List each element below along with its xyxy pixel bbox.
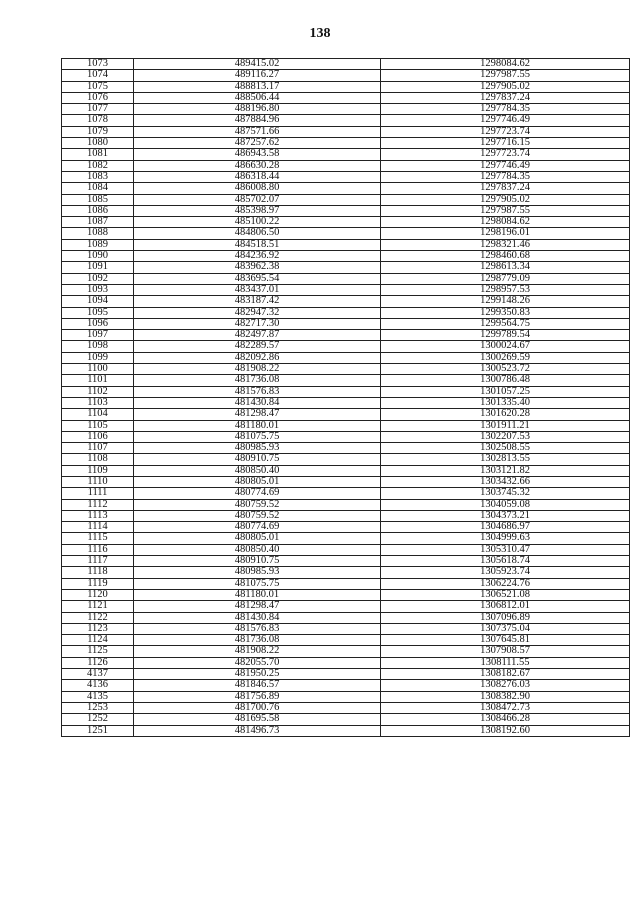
page-number: 138 [309,26,331,41]
x-coordinate-cell: 485100.22 [134,217,381,228]
table-row [62,612,630,623]
table-row [62,522,630,533]
point-number-cell: 1074 [62,70,134,81]
y-coordinate-cell: 1297784.35 [381,104,630,115]
point-number-cell: 1115 [62,533,134,544]
y-coordinate-cell: 1307645.81 [381,635,630,646]
y-coordinate-cell: 1301335.40 [381,397,630,408]
point-number-cell: 1084 [62,183,134,194]
x-coordinate-cell: 481496.73 [134,725,381,736]
table-row [62,115,630,126]
y-coordinate-cell: 1304059.08 [381,499,630,510]
table-row [62,646,630,657]
x-coordinate-cell: 483437.01 [134,284,381,295]
point-number-cell: 1098 [62,341,134,352]
x-coordinate-cell: 481576.83 [134,386,381,397]
point-number-cell: 1105 [62,420,134,431]
x-coordinate-cell: 481736.08 [134,635,381,646]
x-coordinate-cell: 482289.57 [134,341,381,352]
y-coordinate-cell: 1308276.03 [381,680,630,691]
x-coordinate-cell: 481298.47 [134,601,381,612]
table-row [62,375,630,386]
x-coordinate-cell: 486630.28 [134,160,381,171]
x-coordinate-cell: 483187.42 [134,296,381,307]
table-row [62,714,630,725]
table-row [62,488,630,499]
point-number-cell: 1109 [62,465,134,476]
point-number-cell: 1123 [62,623,134,634]
table-row [62,205,630,216]
y-coordinate-cell: 1306812.01 [381,601,630,612]
y-coordinate-cell: 1297987.55 [381,70,630,81]
x-coordinate-cell: 485702.07 [134,194,381,205]
x-coordinate-cell: 484518.51 [134,239,381,250]
x-coordinate-cell: 480985.93 [134,443,381,454]
x-coordinate-cell: 489415.02 [134,59,381,70]
x-coordinate-cell: 481950.25 [134,669,381,680]
point-number-cell: 1252 [62,714,134,725]
point-number-cell: 1082 [62,160,134,171]
x-coordinate-cell: 481576.83 [134,623,381,634]
x-coordinate-cell: 484806.50 [134,228,381,239]
point-number-cell: 1077 [62,104,134,115]
coordinates-table [61,58,630,737]
x-coordinate-cell: 481846.57 [134,680,381,691]
y-coordinate-cell: 1298779.09 [381,273,630,284]
y-coordinate-cell: 1297784.35 [381,171,630,182]
point-number-cell: 1106 [62,431,134,442]
point-number-cell: 1094 [62,296,134,307]
y-coordinate-cell: 1299564.75 [381,318,630,329]
x-coordinate-cell: 483695.54 [134,273,381,284]
table-row [62,454,630,465]
table-row [62,556,630,567]
x-coordinate-cell: 481908.22 [134,364,381,375]
point-number-cell: 1102 [62,386,134,397]
table-row [62,171,630,182]
point-number-cell: 1126 [62,657,134,668]
x-coordinate-cell: 481695.58 [134,714,381,725]
point-number-cell: 1113 [62,510,134,521]
table-row [62,420,630,431]
y-coordinate-cell: 1298613.34 [381,262,630,273]
x-coordinate-cell: 486943.58 [134,149,381,160]
point-number-cell: 1110 [62,476,134,487]
table-row [62,409,630,420]
y-coordinate-cell: 1305923.74 [381,567,630,578]
table-row [62,589,630,600]
x-coordinate-cell: 481180.01 [134,420,381,431]
point-number-cell: 1251 [62,725,134,736]
point-number-cell: 1078 [62,115,134,126]
table-row [62,669,630,680]
y-coordinate-cell: 1302207.53 [381,431,630,442]
table-row [62,499,630,510]
y-coordinate-cell: 1297905.02 [381,81,630,92]
table-row [62,149,630,160]
y-coordinate-cell: 1300786.48 [381,375,630,386]
x-coordinate-cell: 482947.32 [134,307,381,318]
y-coordinate-cell: 1297723.74 [381,126,630,137]
point-number-cell: 1112 [62,499,134,510]
table-row [62,476,630,487]
y-coordinate-cell: 1308182.67 [381,669,630,680]
point-number-cell: 1099 [62,352,134,363]
table-row [62,239,630,250]
point-number-cell: 1096 [62,318,134,329]
point-number-cell: 1253 [62,702,134,713]
table-row [62,397,630,408]
x-coordinate-cell: 480910.75 [134,454,381,465]
y-coordinate-cell: 1300024.67 [381,341,630,352]
table-row [62,691,630,702]
y-coordinate-cell: 1297746.49 [381,115,630,126]
x-coordinate-cell: 481430.84 [134,397,381,408]
x-coordinate-cell: 480759.52 [134,510,381,521]
y-coordinate-cell: 1300269.59 [381,352,630,363]
table-row [62,307,630,318]
x-coordinate-cell: 484236.92 [134,251,381,262]
table-row [62,386,630,397]
y-coordinate-cell: 1305618.74 [381,556,630,567]
y-coordinate-cell: 1297716.15 [381,138,630,149]
point-number-cell: 1091 [62,262,134,273]
table-row [62,341,630,352]
y-coordinate-cell: 1297905.02 [381,194,630,205]
y-coordinate-cell: 1308472.73 [381,702,630,713]
x-coordinate-cell: 481756.89 [134,691,381,702]
x-coordinate-cell: 487884.96 [134,115,381,126]
table-row [62,262,630,273]
x-coordinate-cell: 482055.70 [134,657,381,668]
table-row [62,104,630,115]
point-number-cell: 1086 [62,205,134,216]
y-coordinate-cell: 1297746.49 [381,160,630,171]
point-number-cell: 1111 [62,488,134,499]
table-row [62,725,630,736]
y-coordinate-cell: 1301911.21 [381,420,630,431]
x-coordinate-cell: 480774.69 [134,488,381,499]
table-row [62,702,630,713]
table-row [62,443,630,454]
table-row [62,567,630,578]
point-number-cell: 1121 [62,601,134,612]
x-coordinate-cell: 481700.76 [134,702,381,713]
table-row [62,217,630,228]
y-coordinate-cell: 1297837.24 [381,92,630,103]
point-number-cell: 4137 [62,669,134,680]
point-number-cell: 1116 [62,544,134,555]
table-row [62,578,630,589]
y-coordinate-cell: 1303432.66 [381,476,630,487]
x-coordinate-cell: 481430.84 [134,612,381,623]
y-coordinate-cell: 1299350.83 [381,307,630,318]
table-row [62,194,630,205]
point-number-cell: 1073 [62,59,134,70]
table-row [62,296,630,307]
y-coordinate-cell: 1307375.04 [381,623,630,634]
table-row [62,465,630,476]
y-coordinate-cell: 1304999.63 [381,533,630,544]
point-number-cell: 1107 [62,443,134,454]
y-coordinate-cell: 1298196.01 [381,228,630,239]
point-number-cell: 1124 [62,635,134,646]
y-coordinate-cell: 1298084.62 [381,217,630,228]
table-row [62,126,630,137]
y-coordinate-cell: 1299789.54 [381,330,630,341]
x-coordinate-cell: 486008.80 [134,183,381,194]
table-row [62,273,630,284]
point-number-cell: 1101 [62,375,134,386]
point-number-cell: 1081 [62,149,134,160]
x-coordinate-cell: 480910.75 [134,556,381,567]
x-coordinate-cell: 488506.44 [134,92,381,103]
point-number-cell: 1079 [62,126,134,137]
x-coordinate-cell: 480805.01 [134,476,381,487]
x-coordinate-cell: 487257.62 [134,138,381,149]
y-coordinate-cell: 1308382.90 [381,691,630,702]
y-coordinate-cell: 1303121.82 [381,465,630,476]
y-coordinate-cell: 1304373.21 [381,510,630,521]
table-row [62,657,630,668]
y-coordinate-cell: 1298084.62 [381,59,630,70]
table-row [62,228,630,239]
table-row [62,510,630,521]
x-coordinate-cell: 481298.47 [134,409,381,420]
x-coordinate-cell: 480850.40 [134,544,381,555]
y-coordinate-cell: 1302508.55 [381,443,630,454]
point-number-cell: 1122 [62,612,134,623]
y-coordinate-cell: 1298957.53 [381,284,630,295]
point-number-cell: 1088 [62,228,134,239]
y-coordinate-cell: 1298321.46 [381,239,630,250]
y-coordinate-cell: 1305310.47 [381,544,630,555]
point-number-cell: 1090 [62,251,134,262]
y-coordinate-cell: 1304686.97 [381,522,630,533]
point-number-cell: 1104 [62,409,134,420]
y-coordinate-cell: 1297723.74 [381,149,630,160]
x-coordinate-cell: 486318.44 [134,171,381,182]
point-number-cell: 1120 [62,589,134,600]
y-coordinate-cell: 1299148.26 [381,296,630,307]
point-number-cell: 1093 [62,284,134,295]
point-number-cell: 1092 [62,273,134,284]
x-coordinate-cell: 480774.69 [134,522,381,533]
table-row [62,544,630,555]
coordinates-table-body [62,59,630,737]
table-row [62,318,630,329]
x-coordinate-cell: 481908.22 [134,646,381,657]
table-row [62,635,630,646]
point-number-cell: 1100 [62,364,134,375]
point-number-cell: 1095 [62,307,134,318]
point-number-cell: 1076 [62,92,134,103]
table-row [62,251,630,262]
x-coordinate-cell: 487571.66 [134,126,381,137]
y-coordinate-cell: 1301057.25 [381,386,630,397]
point-number-cell: 4135 [62,691,134,702]
x-coordinate-cell: 480850.40 [134,465,381,476]
point-number-cell: 1089 [62,239,134,250]
x-coordinate-cell: 483962.38 [134,262,381,273]
table-row [62,533,630,544]
x-coordinate-cell: 485398.97 [134,205,381,216]
y-coordinate-cell: 1308111.55 [381,657,630,668]
y-coordinate-cell: 1308466.28 [381,714,630,725]
point-number-cell: 1097 [62,330,134,341]
x-coordinate-cell: 481736.08 [134,375,381,386]
y-coordinate-cell: 1307096.89 [381,612,630,623]
table-row [62,680,630,691]
table-row [62,352,630,363]
point-number-cell: 1108 [62,454,134,465]
y-coordinate-cell: 1306224.76 [381,578,630,589]
point-number-cell: 1118 [62,567,134,578]
x-coordinate-cell: 481180.01 [134,589,381,600]
x-coordinate-cell: 481075.75 [134,431,381,442]
y-coordinate-cell: 1298460.68 [381,251,630,262]
y-coordinate-cell: 1308192.60 [381,725,630,736]
y-coordinate-cell: 1307908.57 [381,646,630,657]
table-row [62,59,630,70]
x-coordinate-cell: 488196.80 [134,104,381,115]
x-coordinate-cell: 480759.52 [134,499,381,510]
y-coordinate-cell: 1297837.24 [381,183,630,194]
point-number-cell: 1083 [62,171,134,182]
x-coordinate-cell: 482497.87 [134,330,381,341]
x-coordinate-cell: 480805.01 [134,533,381,544]
x-coordinate-cell: 480985.93 [134,567,381,578]
y-coordinate-cell: 1300523.72 [381,364,630,375]
table-row [62,431,630,442]
x-coordinate-cell: 481075.75 [134,578,381,589]
table-row [62,81,630,92]
table-row [62,601,630,612]
y-coordinate-cell: 1297987.55 [381,205,630,216]
table-row [62,330,630,341]
y-coordinate-cell: 1302813.55 [381,454,630,465]
point-number-cell: 1125 [62,646,134,657]
y-coordinate-cell: 1301620.28 [381,409,630,420]
point-number-cell: 1075 [62,81,134,92]
point-number-cell: 1119 [62,578,134,589]
point-number-cell: 4136 [62,680,134,691]
x-coordinate-cell: 482717.30 [134,318,381,329]
x-coordinate-cell: 488813.17 [134,81,381,92]
point-number-cell: 1085 [62,194,134,205]
table-row [62,92,630,103]
point-number-cell: 1080 [62,138,134,149]
table-row [62,70,630,81]
table-row [62,160,630,171]
table-row [62,284,630,295]
x-coordinate-cell: 489116.27 [134,70,381,81]
table-row [62,183,630,194]
point-number-cell: 1114 [62,522,134,533]
point-number-cell: 1087 [62,217,134,228]
table-row [62,138,630,149]
y-coordinate-cell: 1306521.08 [381,589,630,600]
x-coordinate-cell: 482092.86 [134,352,381,363]
point-number-cell: 1117 [62,556,134,567]
table-row [62,623,630,634]
table-row [62,364,630,375]
y-coordinate-cell: 1303745.32 [381,488,630,499]
point-number-cell: 1103 [62,397,134,408]
